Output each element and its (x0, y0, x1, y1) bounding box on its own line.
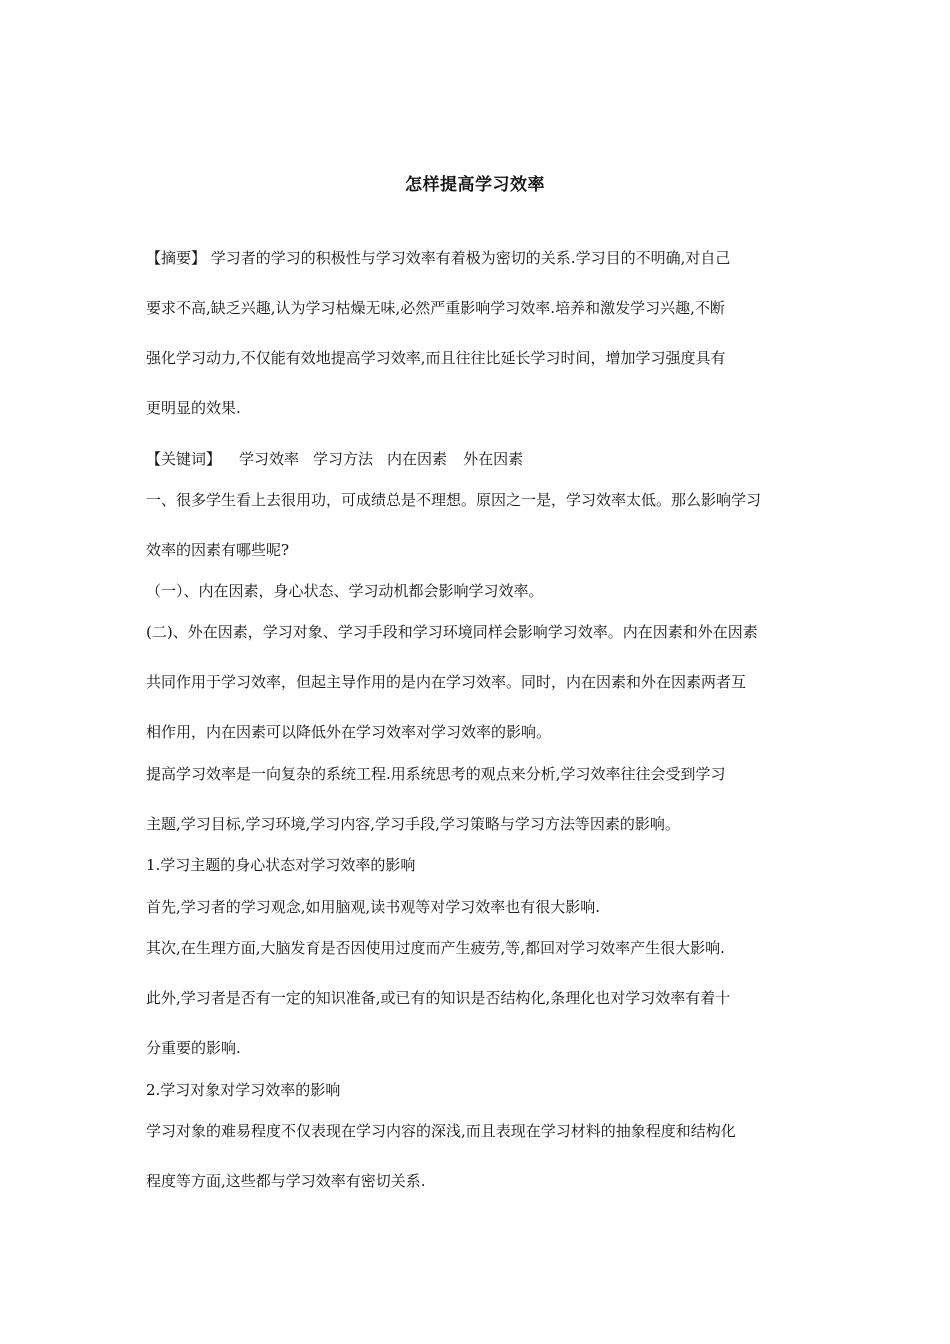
body-line-1: 一、很多学生看上去很用功，可成绩总是不理想。原因之一是，学习效率太低。那么影响学习 (146, 491, 762, 509)
body-line-6: 相作用，内在因素可以降低外在学习效率对学习效率的影响。 (146, 723, 552, 741)
body-line-16: 程度等方面,这些都与学习效率有密切关系. (146, 1172, 426, 1190)
abstract-text-1: 学习者的学习的积极性与学习效率有着极为密切的关系.学习目的不明确,对自己 (210, 249, 731, 267)
keyword-item: 外在因素 (463, 450, 524, 468)
section-heading-1: 1.学习主题的身心状态对学习效率的影响 (146, 856, 416, 874)
body-line-2: 效率的因素有哪些呢? (146, 541, 290, 559)
abstract-line-3: 强化学习动力,不仅能有效地提高学习效率,而且往往比延长学习时间，增加学习强度具有 (146, 349, 726, 367)
keyword-item: 学习效率 (239, 450, 300, 468)
body-line-12: 此外,学习者是否有一定的知识准备,或已有的知识是否结构化,条理化也对学习效率有着十 (146, 989, 731, 1007)
body-line-8: 主题,学习目标,学习环境,学习内容,学习手段,学习策略与学习方法等因素的影响。 (146, 815, 680, 833)
abstract-label: 【摘要】 (146, 249, 207, 267)
keywords-line (146, 449, 816, 469)
body-line-13: 分重要的影响. (146, 1039, 241, 1057)
abstract-line-2: 要求不高,缺乏兴趣,认为学习枯燥无味,必然严重影响学习效率.培养和激发学习兴趣,不断 (146, 299, 725, 317)
keyword-item: 内在因素 (387, 450, 448, 468)
keyword-item: 学习方法 (313, 450, 374, 468)
body-line-4: (二)、外在因素，学习对象、学习手段和学习环境同样会影响学习效率。内在因素和外在因素 (146, 623, 758, 641)
section-heading-2: 2.学习对象对学习效率的影响 (146, 1081, 341, 1099)
abstract-line-4: 更明显的效果. (146, 399, 241, 417)
keywords-label: 【关键词】 (146, 450, 222, 468)
body-line-3: （一）、内在因素，身心状态、学习动机都会影响学习效率。 (146, 582, 544, 600)
body-line-5: 共同作用于学习效率，但起主导作用的是内在学习效率。同时，内在因素和外在因素两者互 (146, 673, 747, 691)
abstract-line-1 (146, 248, 816, 268)
body-line-7: 提高学习效率是一向复杂的系统工程.用系统思考的观点来分析,学习效率往往会受到学习 (146, 765, 726, 783)
document-title: 怎样提高学习效率 (405, 175, 545, 195)
body-line-15: 学习对象的难易程度不仅表现在学习内容的深浅,而且表现在学习材料的抽象程度和结构化 (146, 1122, 736, 1140)
body-line-10: 首先,学习者的学习观念,如用脑观,读书观等对学习效率也有很大影响. (146, 898, 601, 916)
body-line-11: 其次,在生理方面,大脑发育是否因使用过度而产生疲劳,等,都回对学习效率产生很大影响. (146, 939, 725, 957)
